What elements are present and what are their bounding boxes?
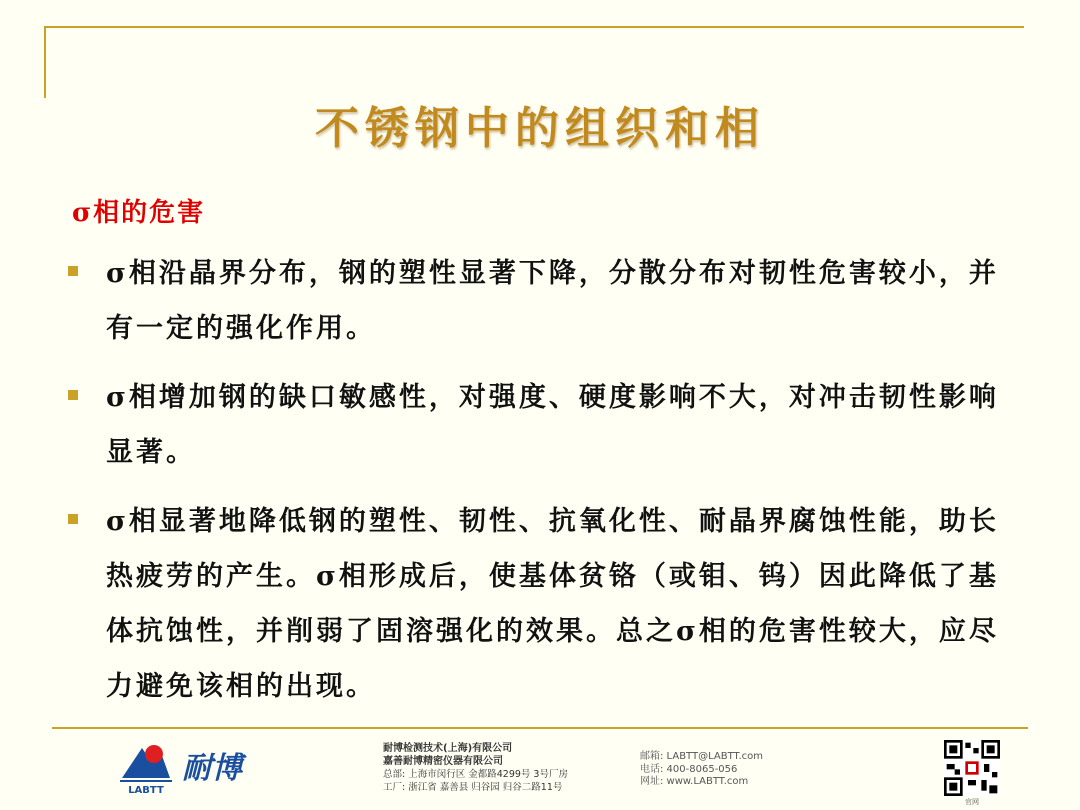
company-line: 耐博检测技术(上海)有限公司: [383, 743, 513, 754]
contact-website: 网址: www.LABTT.com: [640, 776, 749, 787]
logo-text: LABTT: [128, 785, 164, 796]
bullet-text: σ相沿晶界分布，钢的塑性显著下降，分散分布对韧性危害较小，并有一定的强化作用。: [106, 258, 999, 344]
bullet-marker-icon: [68, 390, 78, 400]
bullet-text: σ相增加钢的缺口敏感性，对强度、硬度影响不大，对冲击韧性影响显著。: [106, 382, 999, 468]
labtt-logo: [112, 736, 262, 796]
bullet-item-1: [62, 246, 1022, 356]
frame-left-line: [44, 26, 46, 98]
qr-code-icon: [944, 740, 1000, 796]
frame-top-line: [44, 26, 1024, 28]
bullet-marker-icon: [68, 266, 78, 276]
logo-cn-text: 耐博: [182, 751, 242, 786]
slide-subheading: σ相的危害: [72, 198, 206, 228]
bullet-list: [62, 246, 1022, 728]
footer-divider: [52, 727, 1028, 729]
slide-title: 不锈钢中的组织和相: [315, 103, 765, 154]
contact-email: 邮箱: LABTT@LABTT.com: [640, 751, 763, 762]
contact-info: [640, 751, 763, 789]
company-line: 工厂: 浙江省 嘉善县 归谷园 归谷二路11号: [383, 782, 563, 793]
company-line: 嘉善耐博精密仪器有限公司: [383, 756, 503, 767]
bullet-item-2: [62, 370, 1022, 480]
bullet-text: σ相显著地降低钢的塑性、韧性、抗氧化性、耐晶界腐蚀性能，助长热疲劳的产生。σ相形成后，使基体贫铬（或钼、钨）因此降低了基体抗蚀性，并削弱了固溶强化的效果。总之σ相的危害性较大，应尽力避免该相的出现。: [106, 506, 999, 702]
contact-phone: 电话: 400-8065-056: [640, 763, 738, 775]
company-info: [383, 742, 568, 794]
bullet-item-3: [62, 494, 1022, 714]
bullet-marker-icon: [68, 514, 78, 524]
company-line: 总部: 上海市闵行区 金都路4299号 3号厂房: [383, 769, 568, 780]
qr-caption: 官网: [965, 798, 979, 806]
